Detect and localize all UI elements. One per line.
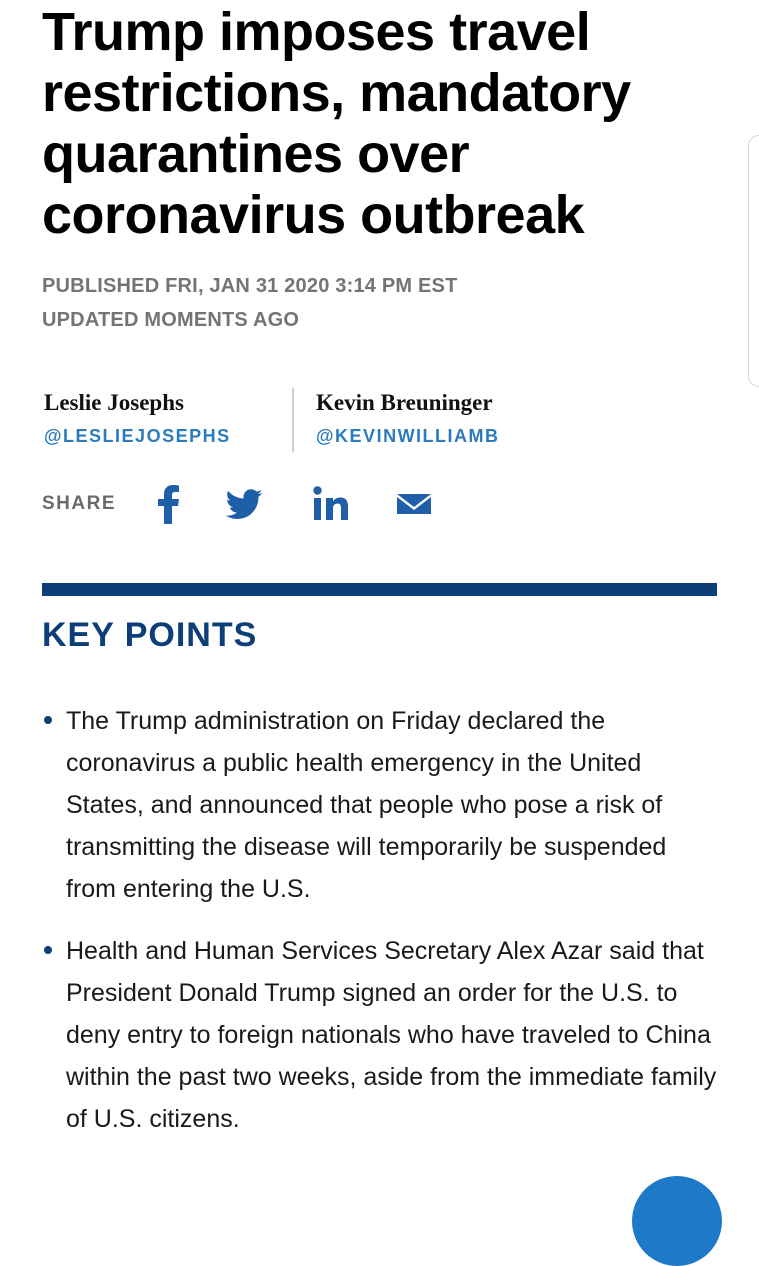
updated-timestamp: UPDATED MOMENTS AGO: [42, 309, 300, 331]
key-point-text: The Trump administration on Friday declared the coronavirus a public health emergency in the United States, and announced that people who pose a risk of transmitting the disease will temporarily be suspended from entering the U.S.: [66, 707, 667, 903]
author-leslie-josephs: [44, 388, 231, 447]
author-name: Leslie Josephs: [44, 390, 184, 415]
article-headline: Trump imposes travel restrictions, mandatory quarantines over coronavirus outbreak: [42, 2, 631, 245]
author-divider: [292, 388, 294, 452]
floating-action-button[interactable]: [632, 1176, 722, 1266]
list-item: [42, 930, 722, 1140]
share-bar: [42, 482, 462, 530]
bullet-icon: [44, 716, 52, 724]
key-points-title: KEY POINTS: [42, 616, 258, 654]
share-label: SHARE: [42, 493, 117, 514]
edge-panel-handle[interactable]: [748, 135, 759, 387]
linkedin-icon[interactable]: [310, 484, 350, 524]
key-point-text: Health and Human Services Secretary Alex Azar said that President Donald Trump signed an order for the U.S. to deny entry to foreign nationals who have traveled to China within the past two weeks, aside from the immediate family of U.S. citizens.: [66, 937, 717, 1133]
email-icon[interactable]: [394, 484, 434, 524]
author-handle-link[interactable]: @KEVINWILLIAMB: [316, 426, 500, 446]
facebook-icon[interactable]: [154, 484, 182, 524]
list-item: [42, 700, 722, 910]
key-points-list: [42, 700, 722, 1160]
key-points-divider: [42, 583, 717, 596]
author-kevin-breuninger: [316, 388, 500, 447]
published-timestamp: PUBLISHED FRI, JAN 31 2020 3:14 PM EST: [42, 275, 458, 297]
author-handle-link[interactable]: @LESLIEJOSEPHS: [44, 426, 231, 446]
twitter-icon[interactable]: [224, 484, 264, 524]
bullet-icon: [44, 946, 52, 954]
author-name: Kevin Breuninger: [316, 390, 493, 415]
